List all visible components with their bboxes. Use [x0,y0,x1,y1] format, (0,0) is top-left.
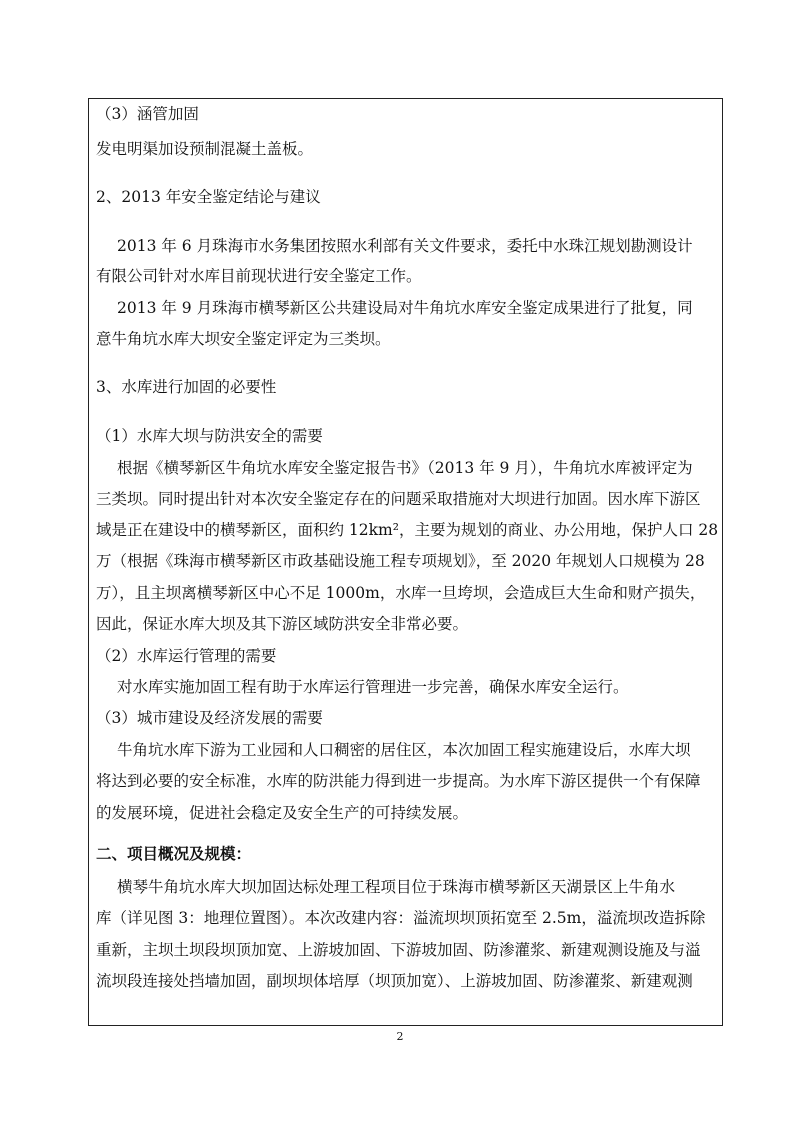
paragraph-line: 2013 年 6 月珠海市水务集团按照水利部有关文件要求，委托中水珠江规划勘测设计 [117,237,693,255]
paragraph-line: 2013 年 9 月珠海市横琴新区公共建设局对牛角坑水库安全鉴定成果进行了批复，同 [117,299,693,317]
paragraph-line: 万（根据《珠海市横琴新区市政基础设施工程专项规划》，至 2020 年规划人口规模为 28 [96,552,705,570]
paragraph-line: 对水库实施加固工程有助于水库运行管理进一步完善，确保水库安全运行。 [117,678,629,696]
paragraph-line: 发电明渠加设预制混凝土盖板。 [96,140,314,158]
subheading-urban-development: （3）城市建设及经济发展的需要 [96,709,323,727]
subheading-culvert: （3）涵管加固 [96,105,199,123]
paragraph-line: 流坝段连接处挡墙加固，副坝坝体培厚（坝顶加宽）、上游坡加固、防渗灌浆、新建观测 [96,972,693,990]
paragraph-line: 将达到必要的安全标准，水库的防洪能力得到进一步提高。为水库下游区提供一个有保障 [96,772,701,790]
paragraph-line: 三类坝。同时提出针对本次安全鉴定存在的问题采取措施对大坝进行加固。因水库下游区 [96,490,701,508]
paragraph-line: 域是正在建设中的横琴新区，面积约 12km²，主要为规划的商业、办公用地，保护人口 28 [96,521,719,539]
paragraph-line: 库（详见图 3：地理位置图）。本次改建内容：溢流坝坝顶拓宽至 2.5m，溢流坝改造拆除 [96,909,706,927]
subheading-dam-safety: （1）水库大坝与防洪安全的需要 [96,427,323,445]
paragraph-line: 牛角坑水库下游为工业园和人口稠密的居住区，本次加固工程实施建设后，水库大坝 [117,741,691,759]
subheading-operation: （2）水库运行管理的需要 [96,647,277,665]
paragraph-line: 意牛角坑水库大坝安全鉴定评定为三类坝。 [96,330,391,348]
paragraph-line: 根据《横琴新区牛角坑水库安全鉴定报告书》（2013 年 9 月），牛角坑水库被评定为 [117,459,693,477]
page-number: 2 [396,1030,404,1043]
section-heading-project-overview: 二、项目概况及规模： [96,844,252,863]
paragraph-line: 因此，保证水库大坝及其下游区域防洪安全非常必要。 [96,615,469,633]
section-heading-2: 2、2013 年安全鉴定结论与建议 [96,188,321,206]
section-heading-3: 3、水库进行加固的必要性 [96,378,277,396]
paragraph-line: 有限公司针对水库目前现状进行安全鉴定工作。 [96,267,422,285]
paragraph-line: 横琴牛角坑水库大坝加固达标处理工程项目位于珠海市横琴新区天湖景区上牛角水 [117,878,676,896]
paragraph-line: 的发展环境，促进社会稳定及安全生产的可持续发展。 [96,804,469,822]
paragraph-line: 万），且主坝离横琴新区中心不足 1000m，水库一旦垮坝，会造成巨大生命和财产损失， [96,584,706,602]
paragraph-line: 重新，主坝土坝段坝顶加宽、上游坡加固、下游坡加固、防渗灌浆、新建观测设施及与溢 [96,941,701,959]
